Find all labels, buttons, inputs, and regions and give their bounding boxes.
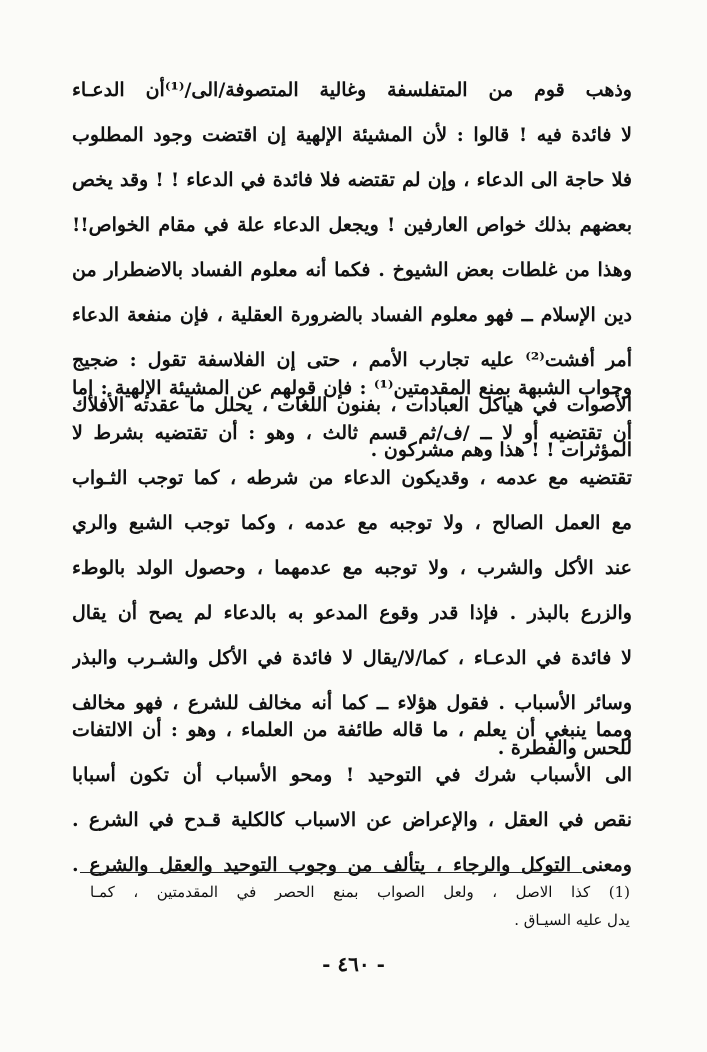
text-line: أن تقتضيه أو لا ــ /ف/ثم قسم ثالث ، وهو : أن تقتضيه بشرط لا (72, 422, 632, 444)
text-line: للحس والفطرة . (497, 737, 632, 759)
text-line: وسائر الأسباب . فقول هؤلاء ــ كما أنه مخالف للشرع ، فهو مخالف (72, 692, 632, 714)
text-line: فلا حاجة الى الدعاء ، وإن لم تقتضه فلا فائدة في الدعاء ! ! وقد يخص (72, 169, 632, 191)
text-line: تقتضيه مع عدمه ، وقديكون الدعاء من شرطه ، كما توجب الثـواب (72, 467, 632, 489)
text-line: ومما ينبغي أن يعلم ، ما قاله طائفة من العلماء ، وهو : أن الالتفات (72, 719, 632, 741)
text-line: وهذا من غلطات بعض الشيوخ . فكما أنه معلوم الفساد بالاضطرار من (72, 259, 632, 281)
text-line: لا فائدة في الدعـاء ، كما/لا/يقال لا فائدة في الأكل والشـرب والبذر (72, 647, 632, 669)
text-line: الى الأسباب شرك في التوحيد ! ومحو الأسباب أن تكون أسبابا (72, 764, 632, 786)
text-line: وذهب قوم من المتفلسفة وغالية المتصوفة/الى/⁽¹⁾أن الدعـاء (72, 79, 632, 101)
footnote-line: (1) كذا الاصل ، ولعل الصواب بمنع الحصر في المقدمتين ، كمـا (90, 883, 630, 901)
text-line: المؤثرات ! ! هذا وهم مشركون . (370, 439, 632, 461)
text-line: الأصوات في هياكل العبادات ، بفنون اللغات ، يحلل ما عقدته الأفلاك (72, 394, 632, 416)
text-line: وجواب الشبهة بمنع المقدمتين⁽¹⁾ : فإن قولهم عن المشيئة الإلهية : إما (72, 377, 632, 399)
text-line: نقص في العقل ، والإعراض عن الاسباب كالكلية قـدح في الشرع . (72, 809, 632, 831)
text-line: عند الأكل والشرب ، ولا توجبه مع عدمهما ، وحصول الولد بالوطء (72, 557, 632, 579)
text-line: بعضهم بذلك خواص العارفين ! ويجعل الدعاء علة في مقام الخواص!! (72, 214, 632, 236)
text-line: دين الإسلام ــ فهو معلوم الفساد بالضرورة العقلية ، فإن منفعة الدعاء (72, 304, 632, 326)
footnote-line: يدل عليه السيـاق . (514, 911, 630, 929)
text-line: أمر أفشت⁽²⁾ عليه تجارب الأمم ، حتى إن الفلاسفة تقول : ضجيج (72, 349, 632, 371)
footnote (90, 878, 630, 934)
text-line: مع العمل الصالح ، ولا توجبه مع عدمه ، وكما توجب الشبع والري (72, 512, 632, 534)
page-number: - ٤٦٠ - (322, 952, 385, 976)
text-line: والزرع بالبذر . فإذا قدر وقوع المدعو به بالدعاء لم يصح أن يقال (72, 602, 632, 624)
footnote-divider (80, 872, 582, 873)
text-line: لا فائدة فيه ! قالوا : لأن المشيئة الإلهية إن اقتضت وجود المطلوب (72, 124, 632, 146)
text-line: ومعنى التوكل والرجاء ، يتألف من وجوب التوحيد والعقل والشرع . (72, 854, 632, 876)
paragraph-3 (72, 708, 632, 888)
